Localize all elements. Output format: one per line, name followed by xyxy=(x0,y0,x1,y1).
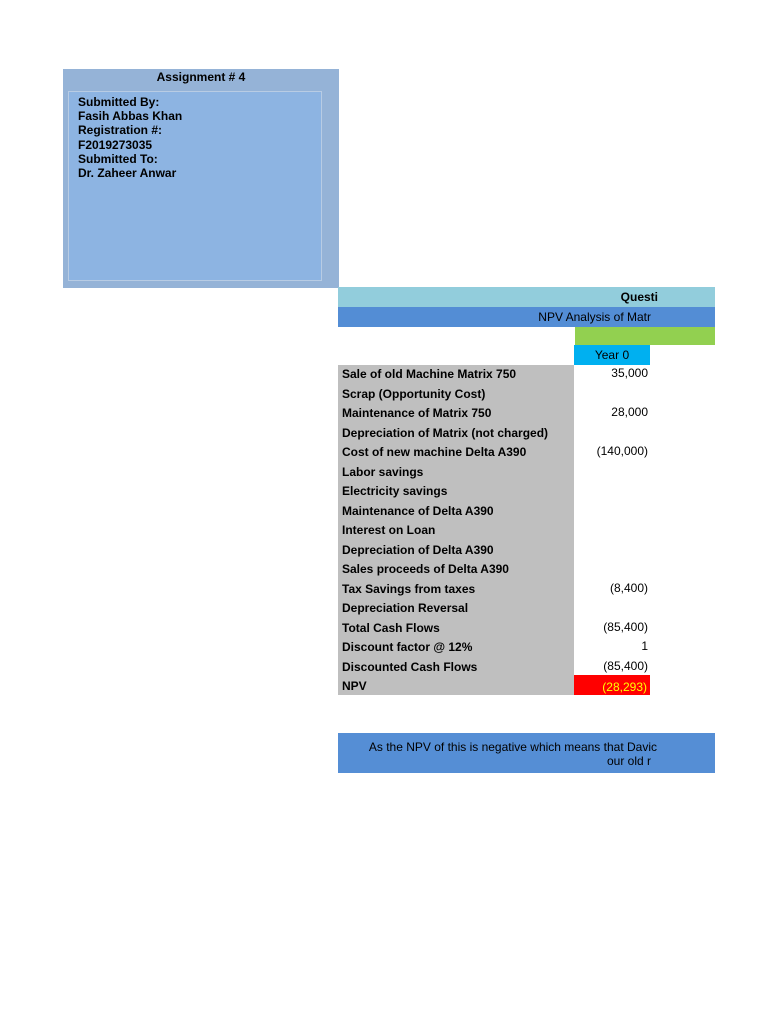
row-label: Tax Savings from taxes xyxy=(342,581,476,596)
row-value xyxy=(576,384,648,404)
student-name: Fasih Abbas Khan xyxy=(78,109,183,124)
row-label: Depreciation Reversal xyxy=(342,601,469,615)
row-value xyxy=(576,462,648,482)
row-value xyxy=(576,559,648,579)
submission-details-box xyxy=(68,91,322,281)
analysis-header: NPV Analysis of Matr xyxy=(538,310,651,324)
row-value xyxy=(576,598,648,618)
row-value: 28,000 xyxy=(611,405,648,419)
row-value xyxy=(576,501,648,521)
row-value: (140,000) xyxy=(596,444,648,458)
row-value: (8,400) xyxy=(609,580,648,595)
analysis-header-bar xyxy=(338,307,715,327)
row-label: Depreciation of Delta A390 xyxy=(342,542,494,557)
submitted-to-label: Submitted To: xyxy=(78,151,158,166)
row-value: (85,400) xyxy=(603,619,648,634)
row-value xyxy=(576,520,648,540)
green-header-cell xyxy=(575,327,715,345)
npv-label: NPV xyxy=(342,679,367,693)
row-label: Scrap (Opportunity Cost) xyxy=(342,386,486,401)
submitted-by-label: Submitted By: xyxy=(78,95,160,109)
row-value: 35,000 xyxy=(611,366,648,380)
row-label: Labor savings xyxy=(342,464,424,479)
row-label: Discounted Cash Flows xyxy=(342,659,478,674)
row-value xyxy=(576,540,648,560)
registration-label: Registration #: xyxy=(78,123,163,138)
row-label: Interest on Loan xyxy=(342,523,436,537)
row-label: Electricity savings xyxy=(342,484,448,498)
submission-details xyxy=(78,95,182,180)
row-value xyxy=(576,423,648,443)
assignment-title: Assignment # 4 xyxy=(156,70,246,84)
row-label: Sales proceeds of Delta A390 xyxy=(342,562,509,576)
row-label: Sale of old Machine Matrix 750 xyxy=(342,367,517,381)
row-label: Maintenance of Delta A390 xyxy=(342,503,494,518)
row-label: Cost of new machine Delta A390 xyxy=(342,445,527,459)
row-label: Depreciation of Matrix (not charged) xyxy=(342,425,549,440)
npv-value: (28,293) xyxy=(602,680,647,694)
question-header: Questi xyxy=(620,290,658,304)
registration-number: F2019273035 xyxy=(78,137,153,152)
year-0-header: Year 0 xyxy=(574,345,650,365)
row-value: 1 xyxy=(641,639,648,653)
conclusion-line-2: our old r xyxy=(606,754,651,768)
conclusion-line-1: As the NPV of this is negative which means that Davic xyxy=(368,740,657,754)
conclusion-box xyxy=(338,733,715,773)
question-header-bar xyxy=(338,287,715,307)
row-label: Discount factor @ 12% xyxy=(342,640,473,654)
row-label: Maintenance of Matrix 750 xyxy=(342,406,492,420)
assignment-panel xyxy=(63,69,339,288)
row-value xyxy=(576,481,648,501)
row-value: (85,400) xyxy=(603,658,648,673)
instructor-name: Dr. Zaheer Anwar xyxy=(78,166,177,181)
row-label: Total Cash Flows xyxy=(342,620,440,635)
